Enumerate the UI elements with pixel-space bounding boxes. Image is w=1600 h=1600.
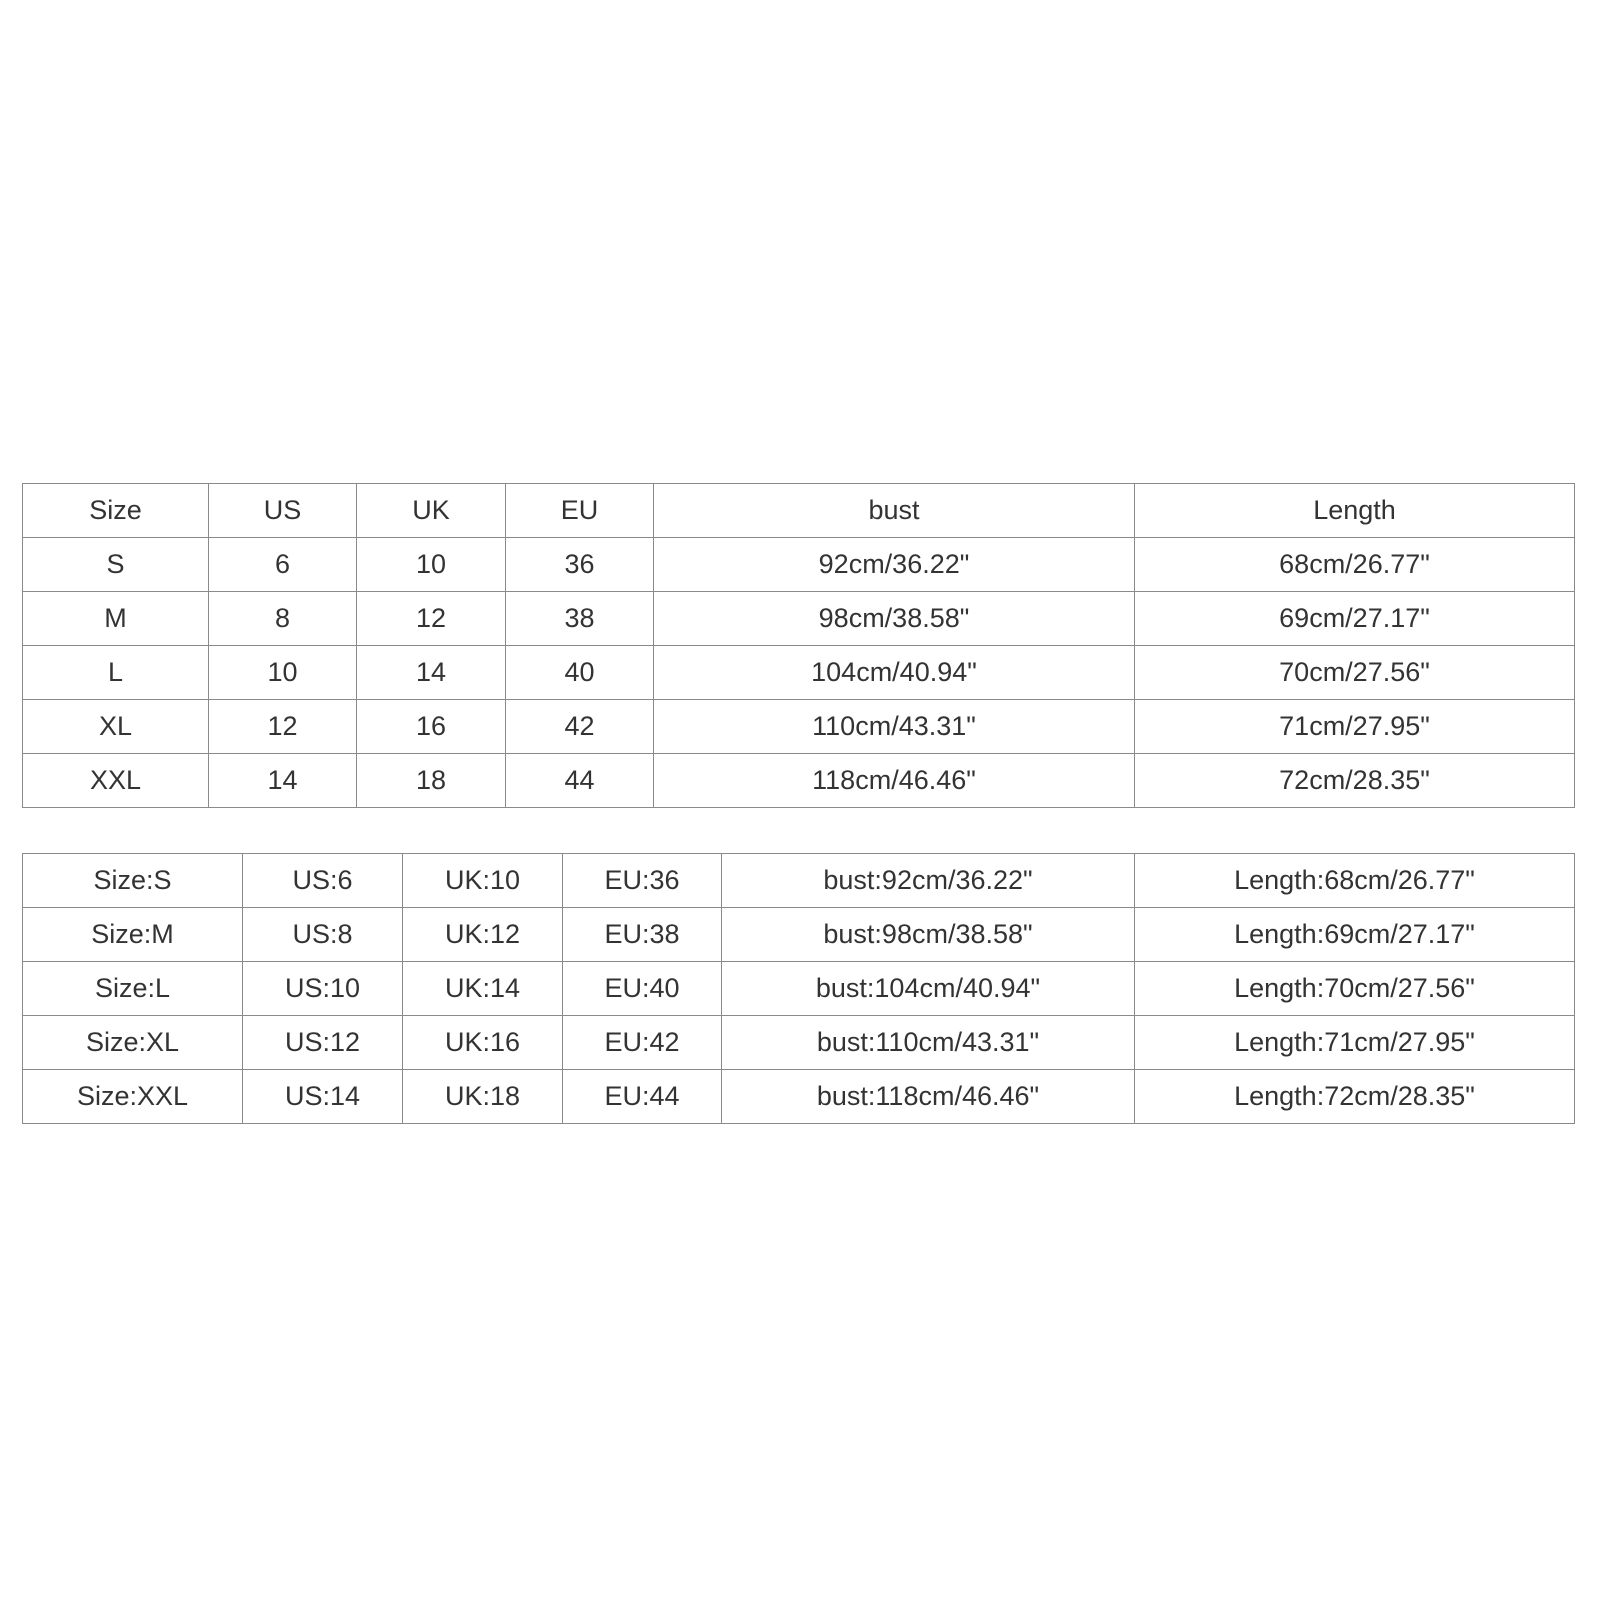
cell-length: Length:69cm/27.17" [1135,908,1575,962]
table-row [23,962,1575,1016]
cell-bust: bust:104cm/40.94" [722,962,1135,1016]
cell-eu: EU:40 [563,962,722,1016]
cell-length: 70cm/27.56" [1135,646,1575,700]
cell-eu: EU:38 [563,908,722,962]
cell-uk: UK:16 [403,1016,563,1070]
cell-length: Length:72cm/28.35" [1135,1070,1575,1124]
cell-eu: 38 [506,592,654,646]
cell-size: Size:M [23,908,243,962]
header-length: Length [1135,484,1575,538]
cell-uk: UK:12 [403,908,563,962]
cell-us: US:8 [243,908,403,962]
cell-us: US:10 [243,962,403,1016]
cell-length: 68cm/26.77" [1135,538,1575,592]
cell-eu: 42 [506,700,654,754]
cell-size: L [23,646,209,700]
cell-size: S [23,538,209,592]
header-bust: bust [654,484,1135,538]
cell-size: XL [23,700,209,754]
cell-bust: bust:98cm/38.58" [722,908,1135,962]
cell-us: 14 [209,754,357,808]
header-size: Size [23,484,209,538]
cell-length: Length:71cm/27.95" [1135,1016,1575,1070]
cell-bust: 110cm/43.31" [654,700,1135,754]
table-row [23,1070,1575,1124]
cell-size: Size:S [23,854,243,908]
table-row [23,854,1575,908]
cell-size: Size:XXL [23,1070,243,1124]
table-row [23,754,1575,808]
table-header-row [23,484,1575,538]
cell-bust: 92cm/36.22" [654,538,1135,592]
cell-length: 71cm/27.95" [1135,700,1575,754]
cell-us: US:6 [243,854,403,908]
size-chart-labeled-table [22,853,1575,1124]
cell-uk: 18 [357,754,506,808]
cell-us: 12 [209,700,357,754]
cell-eu: 36 [506,538,654,592]
cell-bust: 104cm/40.94" [654,646,1135,700]
table-row [23,646,1575,700]
table-row [23,908,1575,962]
cell-size: Size:L [23,962,243,1016]
cell-eu: EU:42 [563,1016,722,1070]
cell-us: 6 [209,538,357,592]
cell-eu: 40 [506,646,654,700]
cell-bust: 98cm/38.58" [654,592,1135,646]
header-eu: EU [506,484,654,538]
cell-uk: UK:10 [403,854,563,908]
cell-us: 10 [209,646,357,700]
cell-us: US:12 [243,1016,403,1070]
cell-us: US:14 [243,1070,403,1124]
cell-uk: 12 [357,592,506,646]
cell-length: Length:68cm/26.77" [1135,854,1575,908]
cell-us: 8 [209,592,357,646]
cell-eu: EU:36 [563,854,722,908]
cell-uk: UK:18 [403,1070,563,1124]
cell-length: 69cm/27.17" [1135,592,1575,646]
cell-size: Size:XL [23,1016,243,1070]
cell-length: 72cm/28.35" [1135,754,1575,808]
table-row [23,1016,1575,1070]
header-uk: UK [357,484,506,538]
cell-bust: bust:118cm/46.46" [722,1070,1135,1124]
cell-size: M [23,592,209,646]
cell-length: Length:70cm/27.56" [1135,962,1575,1016]
size-chart-table [22,483,1575,808]
cell-eu: EU:44 [563,1070,722,1124]
cell-bust: bust:110cm/43.31" [722,1016,1135,1070]
cell-uk: 14 [357,646,506,700]
cell-uk: 16 [357,700,506,754]
cell-bust: 118cm/46.46" [654,754,1135,808]
header-us: US [209,484,357,538]
cell-uk: UK:14 [403,962,563,1016]
table-row [23,538,1575,592]
cell-size: XXL [23,754,209,808]
cell-bust: bust:92cm/36.22" [722,854,1135,908]
table-row [23,592,1575,646]
table-row [23,700,1575,754]
cell-uk: 10 [357,538,506,592]
cell-eu: 44 [506,754,654,808]
